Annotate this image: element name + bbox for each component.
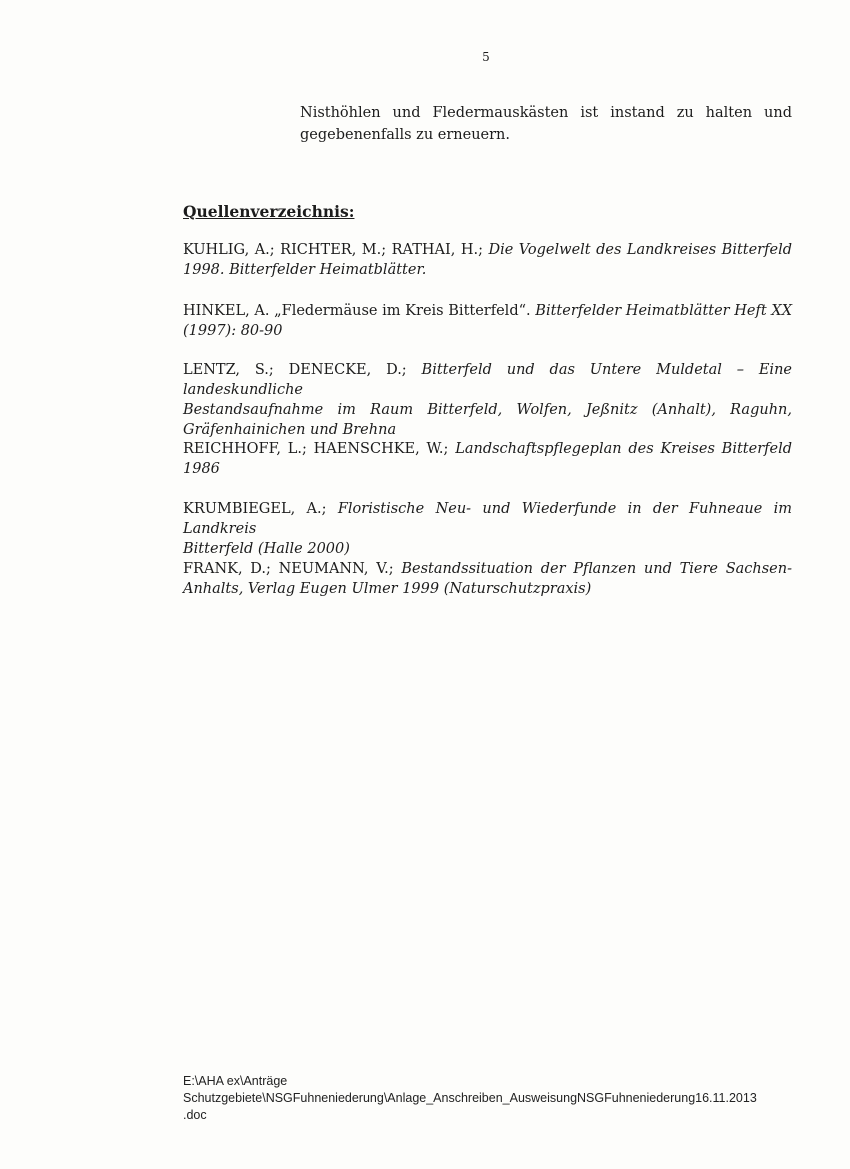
reference-title: Landschaftspflegeplan des Kreises Bitterfeld (455, 441, 793, 457)
reference-title-cont: Bitterfeld (Halle 2000) (183, 541, 350, 557)
reference-title: Floristische Neu- und Wiederfunde in der Fuhneaue im Landkreis (183, 501, 792, 537)
footer-line-3: .doc (183, 1108, 207, 1122)
file-path-footer (183, 1073, 757, 1124)
reference-title-cont: Gräfenhainichen und Brehna (183, 422, 397, 438)
reference-author: KUHLIG, A.; RICHTER, M.; RATHAI, H.; (183, 242, 483, 258)
reference-title-cont: Bestandsaufnahme im Raum Bitterfeld, Wolfen, Jeßnitz (Anhalt), Raguhn, (183, 402, 792, 418)
section-heading: Quellenverzeichnis: (183, 202, 355, 221)
footer-line-2: Schutzgebiete\NSGFuhneniederung\Anlage_Anschreiben_AusweisungNSGFuhneniederung16.11.2013 (183, 1091, 757, 1105)
reference-title: Bestandssituation der Pflanzen und Tiere Sachsen- (401, 561, 793, 577)
reference-entry (183, 240, 792, 280)
reference-author: REICHHOFF, L.; HAENSCHKE, W.; (183, 441, 449, 457)
reference-entry (183, 439, 792, 479)
reference-entry (183, 301, 792, 341)
reference-author: LENTZ, S.; DENECKE, D.; (183, 362, 407, 378)
reference-title: Bitterfeld und das Untere Muldetal – Eine landeskundliche (183, 362, 792, 398)
reference-entry (183, 360, 792, 440)
intro-paragraph (300, 102, 792, 146)
intro-line-1: Nisthöhlen und Fledermauskästen ist instand zu halten und (300, 105, 792, 121)
reference-entry (183, 499, 792, 559)
page-number: 5 (482, 50, 490, 64)
reference-title-cont: 1986 (183, 461, 220, 477)
reference-entry (183, 559, 792, 599)
intro-line-2: gegebenenfalls zu erneuern. (300, 127, 511, 143)
reference-author: KRUMBIEGEL, A.; (183, 501, 327, 517)
reference-author: FRANK, D.; NEUMANN, V.; (183, 561, 394, 577)
footer-line-1: E:\AHA ex\Anträge (183, 1074, 288, 1088)
reference-title-cont: Anhalts, Verlag Eugen Ulmer 1999 (Naturschutzpraxis) (183, 581, 592, 597)
reference-author: HINKEL, A. „Fledermäuse im Kreis Bitterfeld“. (183, 303, 531, 319)
reference-title-cont: 1998. Bitterfelder Heimatblätter. (183, 262, 427, 278)
reference-title-cont: (1997): 80-90 (183, 323, 283, 339)
reference-title: Die Vogelwelt des Landkreises Bitterfeld (488, 242, 792, 258)
reference-title: Bitterfelder Heimatblätter Heft XX (535, 303, 793, 319)
